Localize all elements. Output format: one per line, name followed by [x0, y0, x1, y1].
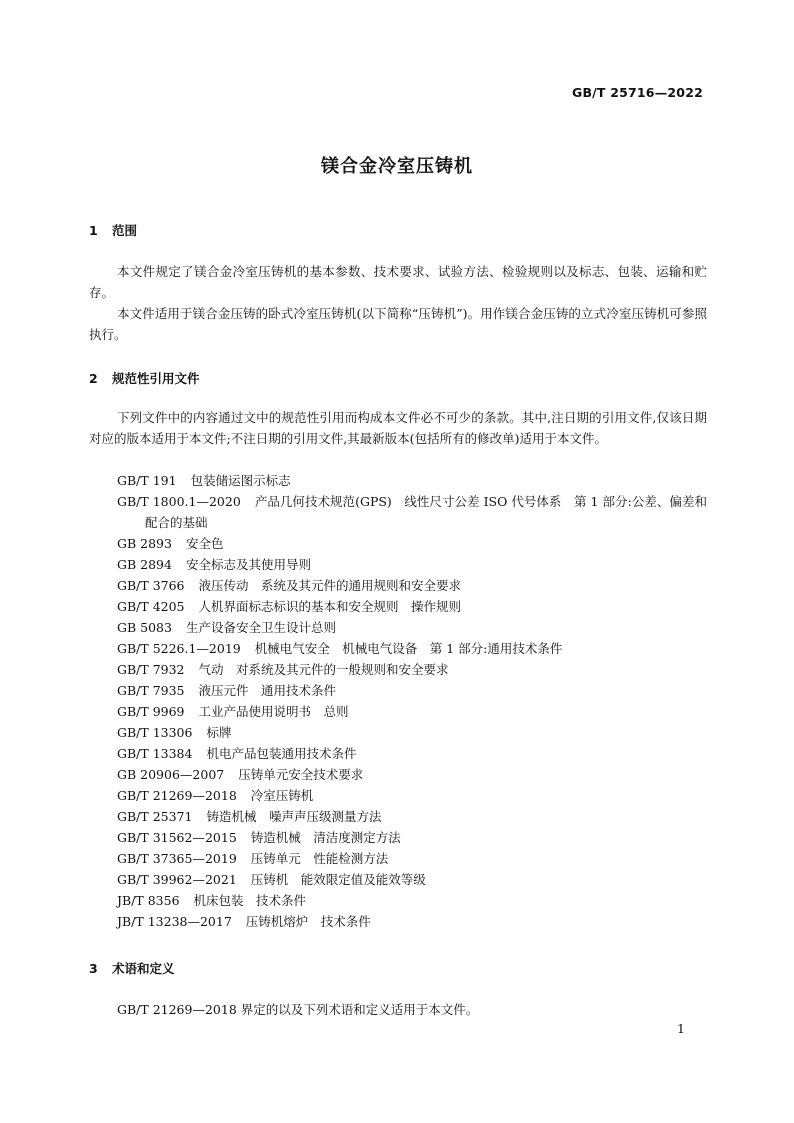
reference-list [89, 470, 707, 932]
reference-item [117, 659, 707, 680]
references-intro-paragraph: 下列文件中的内容通过文中的规范性引用而构成本文件必不可少的条款。其中,注日期的引用文件,仅该日期对应的版本适用于本文件;不注日期的引用文件,其最新版本(包括所有的修改单)适用于本文件。 [89, 410, 707, 446]
reference-item [117, 617, 707, 638]
reference-code: JB/T 13238—2017 [117, 914, 232, 929]
reference-item [117, 596, 707, 617]
reference-title: 液压元件 通用技术条件 [198, 683, 337, 698]
reference-code: GB/T 7935 [117, 683, 185, 698]
section-title: 规范性引用文件 [112, 371, 200, 386]
reference-code: GB/T 21269—2018 [117, 788, 237, 803]
reference-code: GB/T 13306 [117, 725, 193, 740]
reference-code: GB/T 3766 [117, 578, 185, 593]
reference-code: GB/T 1800.1—2020 [117, 494, 241, 509]
reference-item [117, 722, 707, 743]
section-number: 1 [89, 223, 98, 238]
reference-code: GB/T 5226.1—2019 [117, 641, 241, 656]
reference-code: GB 20906—2007 [117, 767, 225, 782]
scope-paragraph-1: 本文件规定了镁合金冷室压铸机的基本参数、技术要求、试验方法、检验规则以及标志、包装、运输和贮存。 [89, 264, 707, 300]
reference-code: GB 2894 [117, 557, 172, 572]
reference-code: GB/T 7932 [117, 662, 185, 677]
reference-code: GB/T 31562—2015 [117, 830, 237, 845]
page-number: 1 [677, 1021, 685, 1036]
scope-paragraph-2: 本文件适用于镁合金压铸的卧式冷室压铸机(以下简称“压铸机”)。用作镁合金压铸的立式冷室压铸机可参照执行。 [89, 306, 707, 342]
reference-title: 压铸单元 性能检测方法 [250, 851, 389, 866]
reference-title: 铸造机械 清洁度测定方法 [250, 830, 401, 845]
section-heading-normative-references [89, 370, 200, 388]
reference-code: GB/T 25371 [117, 809, 193, 824]
reference-title: 人机界面标志标识的基本和安全规则 操作规则 [198, 599, 462, 614]
reference-item [117, 827, 707, 848]
reference-item [117, 470, 707, 491]
reference-title: 机械电气安全 机械电气设备 第 1 部分:通用技术条件 [254, 641, 563, 656]
reference-title: 安全色 [185, 536, 224, 551]
reference-title: 生产设备安全卫生设计总则 [185, 620, 336, 635]
terms-intro-paragraph: GB/T 21269—2018 界定的以及下列术语和定义适用于本文件。 [117, 1002, 479, 1017]
reference-code: GB/T 4205 [117, 599, 185, 614]
reference-item [117, 701, 707, 722]
reference-title: 标牌 [206, 725, 232, 740]
section-number: 2 [89, 371, 98, 386]
reference-item [117, 554, 707, 575]
reference-code: JB/T 8356 [117, 893, 180, 908]
section-heading-terms-definitions [89, 960, 175, 978]
reference-item [117, 848, 707, 869]
reference-title: 压铸机 能效限定值及能效等级 [250, 872, 426, 887]
reference-item [117, 806, 707, 827]
reference-title: 包装储运图示标志 [190, 473, 291, 488]
reference-title: 机电产品包装通用技术条件 [206, 746, 357, 761]
reference-title: 机床包装 技术条件 [193, 893, 307, 908]
reference-title: 铸造机械 噪声声压级测量方法 [206, 809, 382, 824]
reference-code: GB 5083 [117, 620, 172, 635]
document-title: 镁合金冷室压铸机 [321, 156, 473, 177]
reference-code: GB/T 37365—2019 [117, 851, 237, 866]
section-title: 范围 [112, 223, 138, 238]
reference-item [117, 680, 707, 701]
reference-item [117, 869, 707, 890]
reference-item [117, 743, 707, 764]
reference-title: 产品几何技术规范(GPS) 线性尺寸公差 ISO 代号体系 第 1 部分:公差、偏差和配合的基础 [145, 494, 707, 530]
reference-item [117, 911, 707, 932]
reference-code: GB 2893 [117, 536, 172, 551]
reference-title: 气动 对系统及其元件的一般规则和安全要求 [198, 662, 449, 677]
reference-title: 压铸机熔炉 技术条件 [245, 914, 371, 929]
reference-item [117, 491, 707, 533]
section-heading-scope [89, 222, 137, 240]
reference-code: GB/T 191 [117, 473, 177, 488]
reference-item [117, 764, 707, 785]
reference-item [117, 575, 707, 596]
reference-item [117, 785, 707, 806]
reference-item [117, 890, 707, 911]
section-title: 术语和定义 [112, 961, 175, 976]
reference-title: 冷室压铸机 [250, 788, 314, 803]
reference-title: 安全标志及其使用导则 [185, 557, 311, 572]
reference-code: GB/T 9969 [117, 704, 185, 719]
reference-item [117, 533, 707, 554]
reference-item [117, 638, 707, 659]
reference-title: 工业产品使用说明书 总则 [198, 704, 349, 719]
reference-title: 压铸单元安全技术要求 [238, 767, 364, 782]
section-number: 3 [89, 961, 98, 976]
standard-code: GB/T 25716—2022 [571, 85, 703, 100]
reference-code: GB/T 13384 [117, 746, 193, 761]
reference-code: GB/T 39962—2021 [117, 872, 237, 887]
reference-title: 液压传动 系统及其元件的通用规则和安全要求 [198, 578, 462, 593]
